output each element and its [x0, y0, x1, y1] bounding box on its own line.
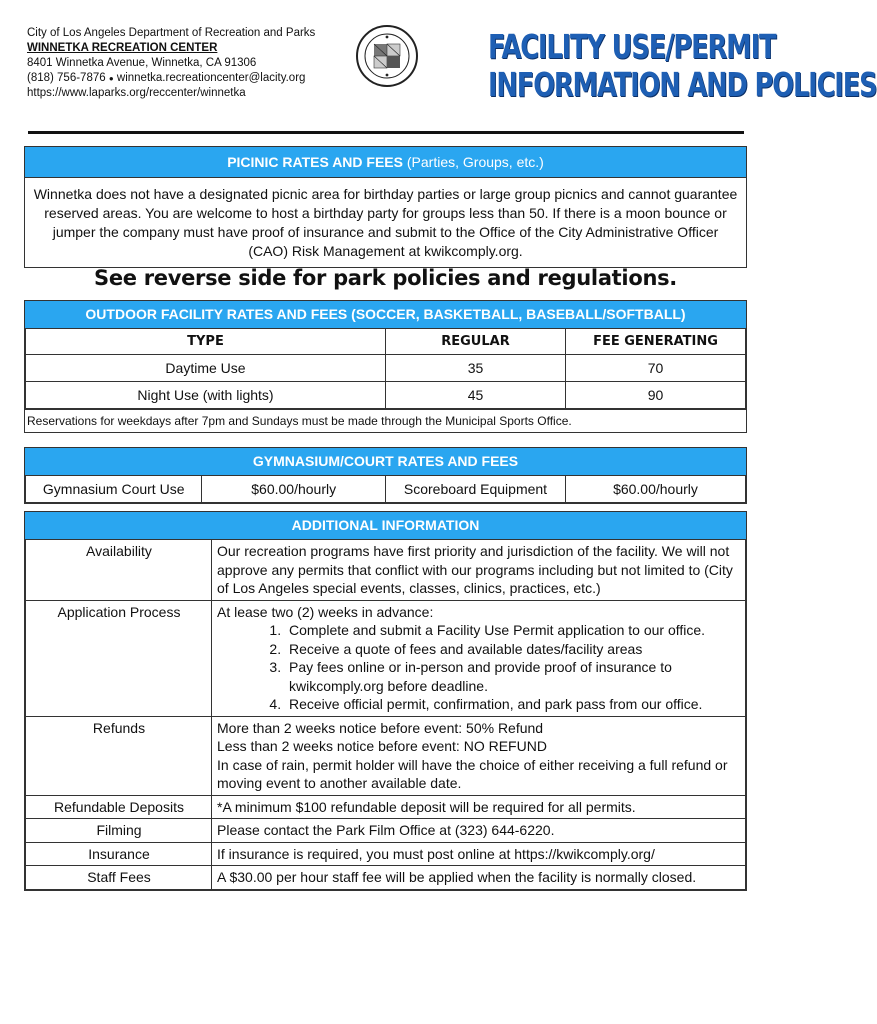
picnic-description: Winnetka does not have a designated picnic area for birthday parties or large group picnics and cannot guarantee reserved areas. You are welcome to host a birthday party for groups less than 50. If there is a moon bounce or jumper the company must have proof of insurance and submit to the Office of the City Administrative Officer (CAO) Risk Management at kwikcomply.org. — [33, 186, 738, 259]
list-item: 1. Complete and submit a Facility Use Permit application to our office. — [285, 621, 741, 640]
list-item: 2. Receive a quote of fees and available dates/facility areas — [285, 640, 741, 659]
application-intro: At lease two (2) weeks in advance: — [217, 603, 434, 620]
separator-bullet: ● — [108, 74, 114, 83]
availability-text: Our recreation programs have first priority and jurisdiction of the facility. We will not approve any permits that conflict with our programs including but not limited to (City of Los Angeles special events, classes, clinics, practices, etc.) — [212, 540, 746, 601]
column-header-type: TYPE — [26, 329, 386, 355]
table-row — [26, 355, 746, 382]
refund-line: Less than 2 weeks notice before event: NO REFUND — [217, 738, 547, 754]
contact-line — [27, 71, 357, 86]
gym-heading: GYMNASIUM/COURT RATES AND FEES — [25, 448, 746, 475]
application-steps — [217, 621, 741, 714]
additional-heading: ADDITIONAL INFORMATION — [25, 512, 746, 539]
filming-text: Please contact the Park Film Office at (323) 644-6220. — [212, 819, 746, 843]
staff-fees-label: Staff Fees — [26, 866, 212, 890]
scoreboard-rate: $60.00/hourly — [565, 476, 745, 503]
outdoor-rates-section — [24, 300, 747, 433]
rate-fee-generating: 90 — [566, 382, 746, 409]
list-item: 4. Receive official permit, confirmation, and park pass from our office. — [285, 695, 741, 714]
center-name: WINNETKA RECREATION CENTER — [27, 42, 218, 54]
title-line-2: INFORMATION AND POLICIES — [488, 65, 877, 104]
picnic-heading — [25, 147, 746, 178]
additional-info-table — [25, 539, 746, 890]
gym-court-label: Gymnasium Court Use — [26, 476, 202, 503]
gym-court-rate: $60.00/hourly — [202, 476, 386, 503]
center-website[interactable]: https://www.laparks.org/reccenter/winnetka — [27, 87, 246, 99]
agency-header — [27, 26, 357, 101]
center-address: 8401 Winnetka Avenue, Winnetka, CA 91306 — [27, 57, 257, 69]
insurance-label: Insurance — [26, 842, 212, 866]
outdoor-heading: OUTDOOR FACILITY RATES AND FEES (SOCCER, BASKETBALL, BASEBALL/SOFTBALL) — [25, 301, 746, 328]
table-row — [26, 476, 746, 503]
rate-type: Daytime Use — [26, 355, 386, 382]
refund-line: In case of rain, permit holder will have the choice of either receiving a full refund or moving event to another available date. — [217, 756, 728, 791]
outdoor-rates-table — [25, 328, 746, 409]
table-row — [26, 842, 746, 866]
application-label: Application Process — [26, 600, 212, 716]
table-row — [26, 716, 746, 795]
picnic-heading-subtitle: (Parties, Groups, etc.) — [406, 154, 544, 170]
staff-fees-text: A $30.00 per hour staff fee will be applied when the facility is normally closed. — [212, 866, 746, 890]
rate-type: Night Use (with lights) — [26, 382, 386, 409]
deposits-label: Refundable Deposits — [26, 795, 212, 819]
picnic-section — [24, 146, 747, 268]
insurance-text: If insurance is required, you must post online at https://kwikcomply.org/ — [212, 842, 746, 866]
gym-rates-section — [24, 447, 747, 504]
application-text — [212, 600, 746, 716]
rate-fee-generating: 70 — [566, 355, 746, 382]
table-row — [26, 866, 746, 890]
picnic-heading-title: PICINIC RATES AND FEES — [227, 154, 403, 170]
list-item: 3. Pay fees online or in-person and provide proof of insurance to kwikcomply.org before deadline. — [285, 658, 741, 695]
city-seal-icon — [355, 24, 419, 88]
table-row — [26, 540, 746, 601]
rate-regular: 35 — [386, 355, 566, 382]
center-phone: (818) 756-7876 — [27, 72, 106, 84]
table-row — [26, 382, 746, 409]
filming-label: Filming — [26, 819, 212, 843]
deposits-text: *A minimum $100 refundable deposit will be required for all permits. — [212, 795, 746, 819]
scoreboard-label: Scoreboard Equipment — [385, 476, 565, 503]
reverse-side-note: See reverse side for park policies and regulations. — [94, 266, 677, 290]
gym-rates-table — [25, 475, 746, 503]
table-header-row — [26, 329, 746, 355]
refunds-label: Refunds — [26, 716, 212, 795]
rate-regular: 45 — [386, 382, 566, 409]
table-row — [26, 795, 746, 819]
column-header-fee-generating: FEE GENERATING — [566, 329, 746, 355]
document-title — [488, 27, 877, 104]
outdoor-reservation-note: Reservations for weekdays after 7pm and Sundays must be made through the Municipal Sports Office. — [25, 409, 746, 432]
column-header-regular: REGULAR — [386, 329, 566, 355]
refund-line: More than 2 weeks notice before event: 50% Refund — [217, 719, 544, 736]
department-name: City of Los Angeles Department of Recreation and Parks — [27, 27, 316, 39]
table-row — [26, 600, 746, 716]
header-divider — [28, 131, 744, 134]
refunds-text — [212, 716, 746, 795]
availability-label: Availability — [26, 540, 212, 601]
additional-info-section — [24, 511, 747, 891]
title-line-1: FACILITY USE/PERMIT — [488, 27, 776, 66]
center-email[interactable]: winnetka.recreationcenter@lacity.org — [116, 72, 306, 84]
table-row — [26, 819, 746, 843]
